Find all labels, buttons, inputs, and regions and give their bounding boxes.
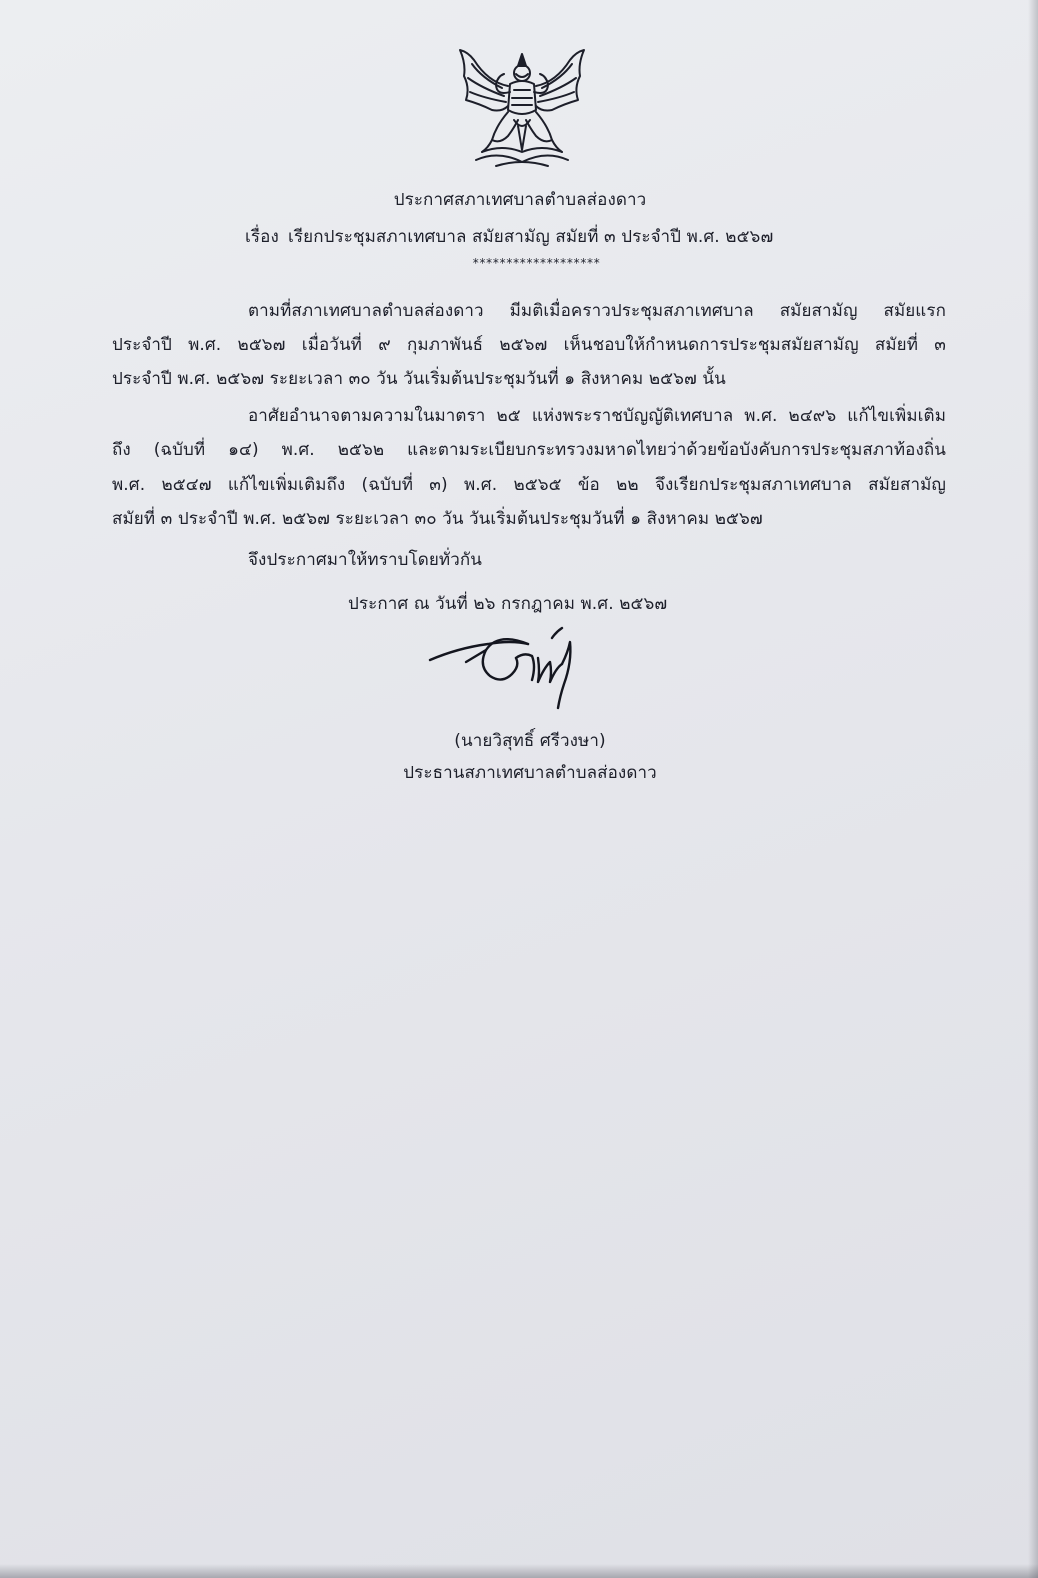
subject-text: เรียกประชุมสภาเทศบาล สมัยสามัญ สมัยที่ ๓ ประจำปี พ.ศ. ๒๕๖๗ <box>288 227 774 247</box>
page-edge-shadow-right <box>1028 0 1038 1578</box>
subject-label: เรื่อง <box>245 227 279 247</box>
announcement-date: ประกาศ ณ วันที่ ๒๖ กรกฎาคม พ.ศ. ๒๕๖๗ <box>348 594 668 614</box>
paragraph2-line1: อาศัยอำนาจตามความในมาตรา ๒๕ แห่งพระราชบัญญัติเทศบาล พ.ศ. ๒๔๙๖ แก้ไขเพิ่มเติม <box>248 406 946 426</box>
announcement-title: ประกาศสภาเทศบาลตำบลส่องดาว <box>393 190 647 210</box>
paragraph2-line4: สมัยที่ ๓ ประจำปี พ.ศ. ๒๕๖๗ ระยะเวลา ๓๐ วัน วันเริ่มต้นประชุมวันที่ ๑ สิงหาคม ๒๕๖๗ <box>112 509 763 529</box>
paragraph2-line2: ถึง (ฉบับที่ ๑๔) พ.ศ. ๒๕๖๒ และตามระเบียบกระทรวงมหาดไทยว่าด้วยข้อบังคับการประชุมสภาท้องถิ่น <box>112 440 946 460</box>
paragraph1-line1: ตามที่สภาเทศบาลตำบลส่องดาว มีมติเมื่อคราวประชุมสภาเทศบาล สมัยสามัญ สมัยแรก <box>248 301 946 321</box>
closing-statement: จึงประกาศมาให้ทราบโดยทั่วกัน <box>248 550 482 570</box>
signatory-position: ประธานสภาเทศบาลตำบลส่องดาว <box>403 763 657 783</box>
handwritten-signature <box>428 622 598 718</box>
separator-line: ******************* <box>472 256 600 270</box>
page-edge-shadow-bottom <box>0 1564 1038 1578</box>
paragraph1-line2: ประจำปี พ.ศ. ๒๕๖๗ เมื่อวันที่ ๙ กุมภาพันธ์ ๒๕๖๗ เห็นชอบให้กำหนดการประชุมสมัยสามัญ สมัยที่ ๓ <box>112 335 946 355</box>
paragraph2-line3: พ.ศ. ๒๕๔๗ แก้ไขเพิ่มเติมถึง (ฉบับที่ ๓) พ.ศ. ๒๕๖๕ ข้อ ๒๒ จึงเรียกประชุมสภาเทศบาล สมัยสามัญ <box>112 475 946 495</box>
garuda-emblem-icon <box>452 40 592 175</box>
signatory-name: (นายวิสุทธิ์ ศรีวงษา) <box>454 731 606 751</box>
paragraph1-line3: ประจำปี พ.ศ. ๒๕๖๗ ระยะเวลา ๓๐ วัน วันเริ่มต้นประชุมวันที่ ๑ สิงหาคม ๒๕๖๗ นั้น <box>112 369 726 389</box>
